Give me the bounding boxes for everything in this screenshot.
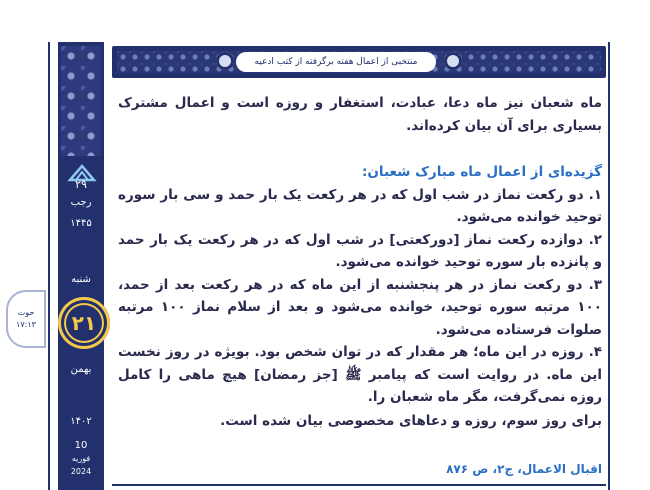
header-title: منتخبی از اعمال هفته برگرفته از کتب ادعیه: [236, 52, 436, 72]
badge-line-1: حوت: [17, 308, 35, 317]
solar-year: ۱۴۰۲: [70, 416, 92, 427]
intro-paragraph: ماه شعبان نیز ماه دعا، عبادت، استغفار و روزه است و اعمال مشترک بسیاری برای آن بیان کرده‌اند.: [118, 95, 602, 134]
solar-day: ۲۱: [71, 311, 97, 335]
hijri-month: رجب: [70, 197, 92, 208]
weekday: شنبه: [71, 274, 91, 285]
ornament-icon: [216, 52, 234, 70]
solar-day-circle: [58, 297, 110, 349]
gregorian-year: 2024: [70, 467, 92, 476]
list-item: ۴. روزه در این ماه؛ هر مقدار که در توان شخص بود. بویژه در روز نخست این ماه. در روایت است که پیامبر ﷺ [جز رمضان] هیچ ماهی را کامل روزه نمی‌گرفت، مگر ماه شعبان را.: [118, 344, 602, 405]
hijri-day: ۲۹: [75, 178, 87, 191]
content: [118, 92, 602, 432]
gregorian-month: فوریه: [71, 454, 91, 463]
sidebar-pattern: [61, 46, 101, 156]
hijri-year: ۱۴۴۵: [70, 218, 92, 229]
badge-line-2: ۱۷:۱۳: [16, 320, 36, 329]
citation: اقبال الاعمال، ج۲، ص ۸۷۶: [446, 462, 602, 476]
gregorian-day: 10: [74, 440, 88, 451]
sidebar: [58, 42, 104, 490]
solar-month: بهمن: [70, 364, 92, 375]
list-item: ۳. دو رکعت نماز در هر پنجشنبه از این ماه که در هر رکعت بعد از حمد، ۱۰۰ مرتبه سوره توحید، خوانده می‌شود و بعد از سلام نماز ۱۰۰ مرتبه صلوات فرستاده می‌شود.: [118, 276, 602, 338]
list-item: ۲. دوازده رکعت نماز [دورکعتی] در شب اول که در هر رکعت یک بار حمد و پانزده بار سوره توحید خوانده می‌شود.: [118, 231, 602, 270]
ornament-icon: [444, 52, 462, 70]
side-badge: [6, 290, 46, 348]
section-subtitle: گزیده‌ای از اعمال ماه مبارک شعبان:: [362, 164, 602, 180]
bottom-rule: [112, 484, 606, 486]
list-item: ۱. دو رکعت نماز در شب اول که در هر رکعت یک بار حمد و سی بار سوره توحید خوانده می‌شود.: [118, 186, 602, 225]
closing-paragraph: برای روز سوم، روزه و دعاهای مخصوصی بیان شده است.: [220, 412, 602, 429]
